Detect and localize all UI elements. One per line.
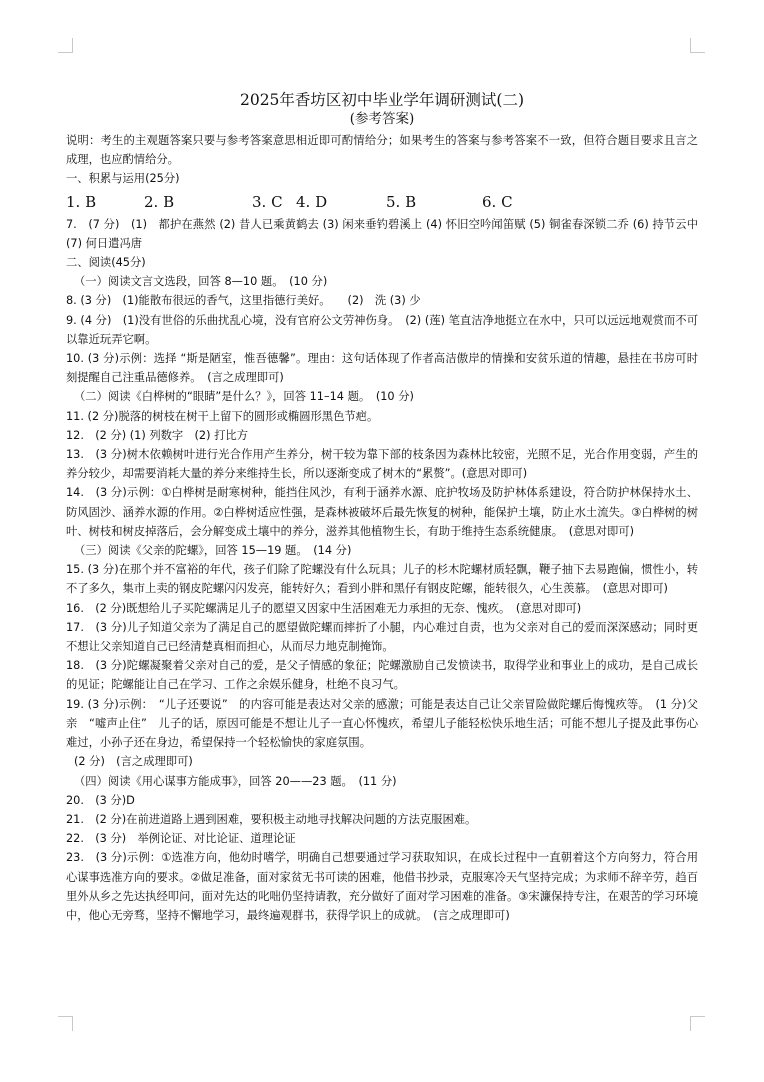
- answer-q14: 14. (3 分)示例：①白桦树是耐寒树种，能挡住风沙，有利于涵养水源、庇护牧场及防护林体系建设，符合防护林保持水土、防风固沙、涵养水源的作用。②白桦树适应性强，是森林被破坏后最先恢复的树种，能保护土壤，防止水土流失。③白桦树的树叶、树枝和树皮掉落后，会分解变成土壤中的养分，滋养其他植物生长，有助于维持生态系统健康。 (意思对即可): [66, 486, 698, 538]
- mc-answer-3: 3. C: [252, 192, 283, 211]
- answer-q13: 13. (3 分)树木依赖树叶进行光合作用产生养分，树干较为靠下部的枝条因为森林比较密，光照不足，光合作用变弱，产生的养分较少，却需要消耗大量的养分来维持生长，所以逐渐变成了树木的“累赘”。(意思对即可): [66, 448, 698, 481]
- section-2-heading: 二、阅读(45分): [66, 256, 146, 270]
- answer-q9: 9. (4 分) (1)没有世俗的乐曲扰乱心境，没有官府公文劳神伤身。 (2) (莲) 笔直洁净地挺立在水中，只可以远远地观赏而不可以靠近玩弄它啊。: [66, 313, 698, 346]
- answer-q17: 17. (3 分)儿子知道父亲为了满足自己的愿望做陀螺而摔折了小腿，内心难过自责，也为父亲对自己的爱而深深感动；同时更不想让父亲知道自己已经清楚真相而担心，从而尽力地克制掩饰。: [66, 620, 698, 654]
- subsection-3-heading: （三）阅读《父亲的陀螺》，回答 15—19 题。 (14 分): [74, 544, 352, 558]
- answer-q23: 23. (3 分)示例：①选准方向，他幼时嗜学，明确自己想要通过学习获取知识，在成长过程中一直朝着这个方向努力，符合用心谋事选准方向的要求。②做足准备，面对家贫无书可读的困难，他借书抄录，克服寒冷天气坚持完成；为求师不辞辛劳，趋百里外从乡之先达执经叩问，面对先达的叱咄仍坚持请教，充分做好了面对学习困难的准备。③宋濂保持专注，在艰苦的学习环境中，他心无旁骛，坚持不懈地学习，最终遍观群书，获得学识上的成就。 (言之成理即可): [66, 851, 698, 922]
- answer-q19: 19. (3 分)示例： “儿子还要说” 的内容可能是表达对父亲的感激；可能是表达自己让父亲冒险做陀螺后悔愧疚等。 (1 分)父亲 “嘘声止住” 儿子的话，原因可能是不想让儿子一直心怀愧疚，希望儿子能轻松快乐地生活；可能不想儿子提及此事伤心难过，小孙子还在身边，希望保持一个轻松愉快的家庭氛围。: [66, 697, 698, 750]
- crop-mark-bottom-right: [690, 1016, 705, 1031]
- answer-q20: 20. (3 分)D: [66, 793, 135, 807]
- crop-mark-bottom-left: [58, 1016, 73, 1031]
- crop-mark-top-right: [690, 38, 705, 53]
- mc-answer-1: 1. B: [66, 192, 97, 211]
- mc-answer-4: 4. D: [296, 192, 328, 211]
- answer-q7: 7. (7 分) (1) 都护在燕然 (2) 昔人已乘黄鹤去 (3) 闲来垂钓碧溪上 (4) 怀旧空吟闻笛赋 (5) 铜雀春深锁二乔 (6) 持节云中 (7) 何日遣冯唐: [66, 217, 698, 250]
- multiple-choice-answers: [66, 190, 698, 214]
- answer-q18: 18. (3 分)陀螺凝聚着父亲对自己的爱，是父子情感的象征；陀螺激励自己发愤读书，取得学业和事业上的成功，是自己成长的见证；陀螺能让自己在学习、工作之余娱乐健身，杜绝不良习气。: [66, 659, 698, 692]
- mc-answer-2: 2. B: [144, 192, 175, 211]
- document-subtitle: (参考答案): [349, 111, 415, 127]
- answer-q11: 11. (2 分)脱落的树枝在树干上留下的圆形或椭圆形黑色节疤。: [66, 409, 379, 423]
- mc-answer-5: 5. B: [386, 192, 417, 211]
- section-1-heading: 一、积累与运用(25分): [66, 172, 180, 186]
- crop-mark-top-left: [58, 38, 73, 53]
- answer-q10: 10. (3 分)示例：选择 “斯是陋室，惟吾德馨”。理由：这句话体现了作者高洁傲岸的情操和安贫乐道的情趣，悬挂在书房可时刻提醒自己注重品德修养。 (言之成理即可): [66, 352, 698, 385]
- answer-q15: 15. (3 分)在那个并不富裕的年代，孩子们除了陀螺没有什么玩具；儿子的杉木陀螺材质轻飘，鞭子抽下去易跑偏，惯性小，转不了多久，集市上卖的钢皮陀螺闪闪发亮，能转好久；看到小胖和黑仔有钢皮陀螺，能转很久，心生羡慕。 (意思对即可): [66, 563, 698, 596]
- answer-q16: 16. (2 分)既想给儿子买陀螺满足儿子的愿望又因家中生活困难无力承担的无奈、愧疚。 (意思对即可): [66, 601, 582, 615]
- answer-q12: 12. (2 分) (1) 列数字 (2) 打比方: [66, 428, 249, 442]
- document-body: [66, 90, 698, 925]
- mc-answer-6: 6. C: [482, 192, 513, 211]
- answer-q22: 22. (3 分) 举例论证、对比论证、道理论证: [66, 832, 296, 846]
- answer-q19-score-note: (2 分) (言之成理即可): [74, 755, 193, 769]
- answer-q21: 21. (2 分)在前进道路上遇到困难，要积极主动地寻找解决问题的方法克服困难。: [66, 812, 477, 826]
- subsection-1-heading: （一）阅读文言文选段，回答 8—10 题。 (10 分): [74, 275, 328, 289]
- subsection-2-heading: （二）阅读《白桦树的“眼睛”是什么？》，回答 11–14 题。 (10 分): [74, 390, 414, 404]
- document-title: 2025年香坊区初中毕业学年调研测试(二): [239, 91, 525, 109]
- answer-q8: 8. (3 分) (1)能散布很远的香气，这里指德行美好。 (2) 洗 (3) 少: [66, 294, 421, 308]
- subsection-4-heading: （四）阅读《用心谋事方能成事》，回答 20——23 题。 (11 分): [74, 774, 397, 788]
- instructions-note: 说明：考生的主观题答案只要与参考答案意思相近即可酌情给分；如果考生的答案与参考答案不一致，但符合题目要求且言之成理，也应酌情给分。: [66, 134, 698, 167]
